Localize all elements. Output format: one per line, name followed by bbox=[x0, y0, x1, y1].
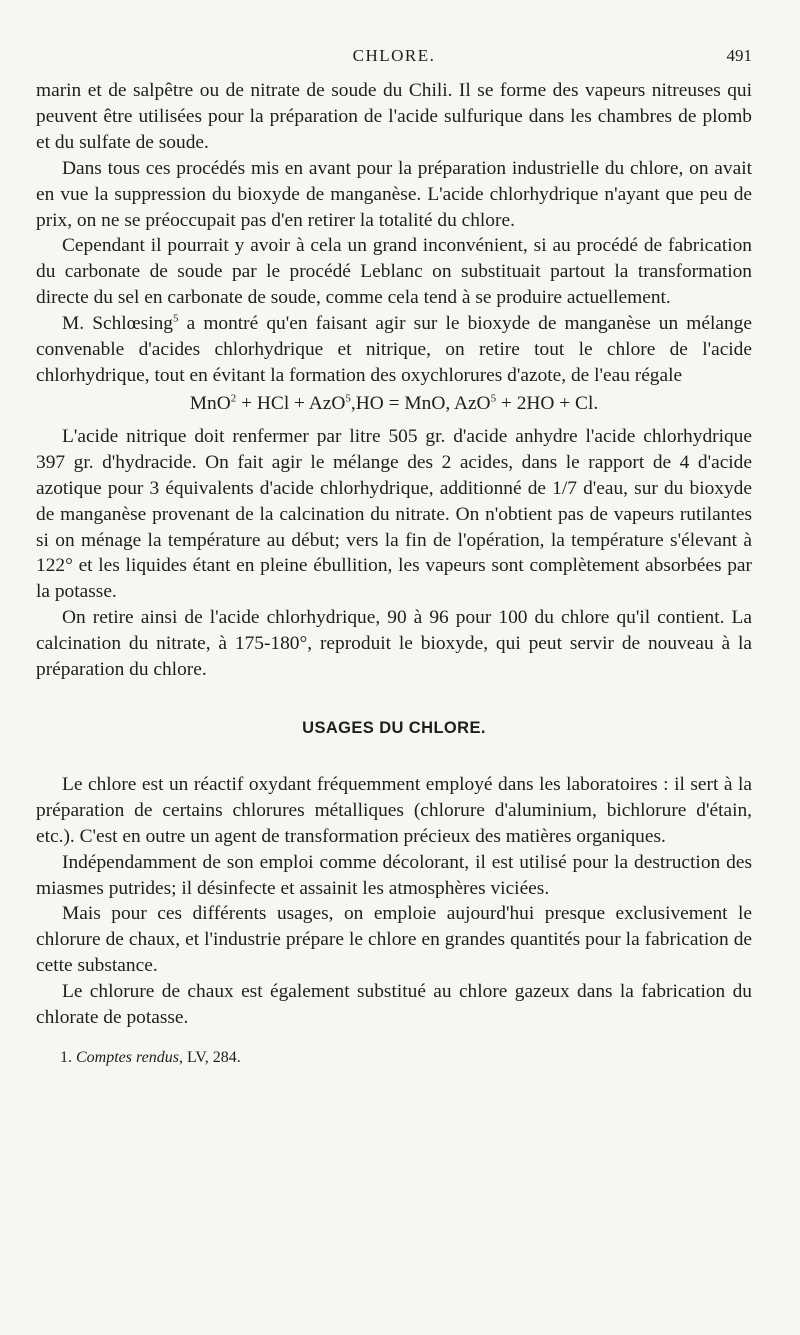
footnote: 1. Comptes rendus, LV, 284. bbox=[60, 1049, 241, 1066]
paragraph-usage-chlorate: Le chlorure de chaux est également substitué au chlore gazeux dans la fabrication du chlorate de potasse. bbox=[36, 981, 752, 1029]
paragraph-schloesing bbox=[36, 311, 752, 389]
paragraph-leblanc: Cependant il pourrait y avoir à cela un grand inconvénient, si au procédé de fabrication du carbonate de soude par le procédé Leblanc on substituait partout la transformation directe du sel en carbonate de soude, comme cela tend à se produire actuellement. bbox=[36, 235, 752, 309]
paragraph-usage-reagent: Le chlore est un réactif oxydant fréquemment employé dans les laboratoires : il sert à la préparation de certains chlorures métalliques (chlorure d'aluminium, bichlorure d'étain, etc.). C'est en outre un agent de transformation précieux des matières organiques. bbox=[36, 773, 752, 847]
paragraph-usage-disinfect: Indépendamment de son emploi comme décolorant, il est utilisé pour la destruction des miasmes putrides; il désinfecte et assainit les atmosphères viciées. bbox=[36, 851, 752, 899]
schloesing-text: a montré qu'en faisant agir sur le bioxyde de manganèse un mélange convenable d'acides chlorhydrique et nitrique, on retire tout le chlore de l'acide chlorhydrique, tout en évitant la formation des oxychlorures d'azote, de l'eau régale bbox=[36, 313, 752, 386]
fraction: 1/7 bbox=[552, 477, 577, 499]
author-name: M. Schlœsing bbox=[62, 313, 173, 335]
paragraph-usage-lime: Mais pour ces différents usages, on emploie aujourd'hui presque exclusivement le chlorure de chaux, et l'industrie prépare le chlore en grandes quantités pour la fabrication de cette substance. bbox=[36, 903, 752, 977]
footnote-source: Comptes rendus bbox=[76, 1049, 179, 1066]
paragraph-yield: On retire ainsi de l'acide chlorhydrique, 90 à 96 pour 100 du chlore qu'il contient. La calcination du nitrate, à 175-180°, reproduit le bioxyde, qui peut servir de nouveau à la préparation du chlore. bbox=[36, 607, 752, 681]
paragraph-nitric-acid: L'acide nitrique doit renfermer par litre 505 gr. d'acide anhydre l'acide chlorhydrique 397 gr. d'hydracide. On fait agir le mélange des 2 acides, dans le rapport de 4 d'acide azotique pour 3 équivalents d'acide chlorhydrique, additionné de 1/7 d'eau, sur du bioxyde de manganèse provenant de la calcination du nitrate. On n'obtient pas de vapeurs rutilantes si on ménage la température au début; vers la fin de l'opération, la température s'élevant à 122° et les liquides étant en pleine ébullition, les vapeurs sont complètement absorbées par la potasse. bbox=[36, 425, 752, 603]
page-header bbox=[36, 46, 752, 72]
paragraph-continuation: marin et de salpêtre ou de nitrate de soude du Chili. Il se forme des vapeurs nitreuses qui peuvent être utilisées pour la préparation de l'acide sulfurique dans les chambres de plomb et du sulfate de soude. bbox=[36, 80, 752, 153]
page-number: 491 bbox=[726, 46, 752, 65]
chemical-equation: MnO$^2$ + HCl + AzO$^5$,HO = MnO, AzO$^5$ + 2HO + Cl. bbox=[189, 392, 599, 414]
footnote-ref: 5 bbox=[173, 312, 179, 325]
paragraph-manganese: Dans tous ces procédés mis en avant pour la préparation industrielle du chlore, on avait en vue la suppression du bioxyde de manganèse. L'acide chlorhydrique n'ayant que peu de prix, on ne se préoccupait pas d'en retirer la totalité du chlore. bbox=[36, 157, 752, 231]
running-title: CHLORE. bbox=[352, 46, 436, 65]
section-heading: USAGES DU CHLORE. bbox=[302, 718, 486, 737]
page-body bbox=[36, 78, 752, 1069]
